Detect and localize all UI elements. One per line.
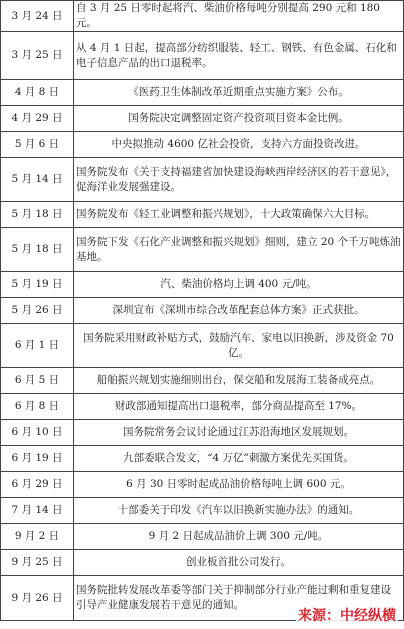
event-description-cell: 6 月 30 日零时起成品油价格每吨上调 600 元。 [74, 472, 404, 498]
table-row [1, 550, 404, 576]
table-row [1, 298, 404, 324]
event-description-cell: 中央拟推动 4600 亿社会投资，支持六方面投资改进。 [74, 132, 404, 158]
event-description-cell: 从 4 月 1 日起，提高部分纺织服装、轻工、钢铁、有色金属、石化和电子信息产品的出口退税率。 [74, 32, 404, 80]
event-description-cell: 十部委关于印发《汽车以旧换新实施办法》的通知。 [74, 498, 404, 524]
table-row [1, 32, 404, 80]
event-date-cell: 6 月 8 日 [1, 394, 74, 420]
table-row [1, 158, 404, 202]
event-description-cell: 船舶振兴规划实施细则出台，保交船和发展海工装备成亮点。 [74, 368, 404, 394]
event-description-cell: 九部委联合发文，“4 万亿”刺激方案优先买国货。 [74, 446, 404, 472]
event-description-cell: 财政部通知提高出口退税率，部分商品提高至 17%。 [74, 394, 404, 420]
event-description-cell: 国务院采用财政补贴方式，鼓励汽车、家电以旧换新，涉及资金 70 亿。 [74, 324, 404, 368]
table-row [1, 272, 404, 298]
event-date-cell: 6 月 19 日 [1, 446, 74, 472]
event-description-cell: 深圳宣布《深圳市综合改革配套总体方案》正式获批。 [74, 298, 404, 324]
event-description-cell: 自 3 月 25 日零时起将汽、柴油价格每吨分别提高 290 元和 180 元。 [74, 1, 404, 32]
event-date-cell: 5 月 19 日 [1, 272, 74, 298]
event-date-cell: 5 月 14 日 [1, 158, 74, 202]
event-date-cell: 4 月 8 日 [1, 80, 74, 106]
table-row [1, 524, 404, 550]
event-description-cell: 国务院发布《轻工业调整和振兴规划》，十大政策确保六大目标。 [74, 202, 404, 228]
event-description-cell: 国务院决定调整固定资产投资项目资本金比例。 [74, 106, 404, 132]
event-date-cell: 6 月 29 日 [1, 472, 74, 498]
table-row [1, 80, 404, 106]
event-date-cell: 3 月 25 日 [1, 32, 74, 80]
event-date-cell: 6 月 5 日 [1, 368, 74, 394]
event-description-cell: 国务院发布《关于支持福建省加快建设海峡西岸经济区的若干意见》，促海洋业发展强建设。 [74, 158, 404, 202]
event-date-cell: 5 月 18 日 [1, 202, 74, 228]
events-table-body [1, 1, 404, 621]
event-date-cell: 4 月 29 日 [1, 106, 74, 132]
event-date-cell: 6 月 10 日 [1, 420, 74, 446]
table-row [1, 106, 404, 132]
table-row [1, 132, 404, 158]
event-date-cell: 9 月 25 日 [1, 550, 74, 576]
event-date-cell: 5 月 18 日 [1, 228, 74, 272]
event-date-cell: 9 月 2 日 [1, 524, 74, 550]
event-date-cell: 9 月 26 日 [1, 576, 74, 621]
event-description-cell: 9 月 2 日起成品油价上调 300 元/吨。 [74, 524, 404, 550]
event-date-cell: 6 月 1 日 [1, 324, 74, 368]
source-watermark: 来源：中经纵横 [296, 605, 398, 625]
table-row [1, 1, 404, 32]
table-row [1, 472, 404, 498]
table-row [1, 228, 404, 272]
event-date-cell: 3 月 24 日 [1, 1, 74, 32]
table-row [1, 420, 404, 446]
event-description-cell: 创业板首批公司发行。 [74, 550, 404, 576]
table-row [1, 446, 404, 472]
event-description-cell: 国务院常务会议讨论通过江苏沿海地区发展规划。 [74, 420, 404, 446]
table-row [1, 368, 404, 394]
table-row [1, 394, 404, 420]
event-date-cell: 5 月 26 日 [1, 298, 74, 324]
event-description-cell: 国务院批转发展改革委等部门关于抑制部分行业产能过剩和重复建设引导产业健康发展若干意见的通知。 [74, 576, 404, 621]
event-description-cell: 汽、柴油价格均上调 400 元/吨。 [74, 272, 404, 298]
event-date-cell: 5 月 6 日 [1, 132, 74, 158]
table-row [1, 498, 404, 524]
event-description-cell: 《医药卫生体制改革近期重点实施方案》公布。 [74, 80, 404, 106]
table-row [1, 324, 404, 368]
event-date-cell: 7 月 14 日 [1, 498, 74, 524]
event-description-cell: 国务院下发《石化产业调整和振兴规划》细则，建立 20 个千万吨炼油基地。 [74, 228, 404, 272]
table-row [1, 202, 404, 228]
